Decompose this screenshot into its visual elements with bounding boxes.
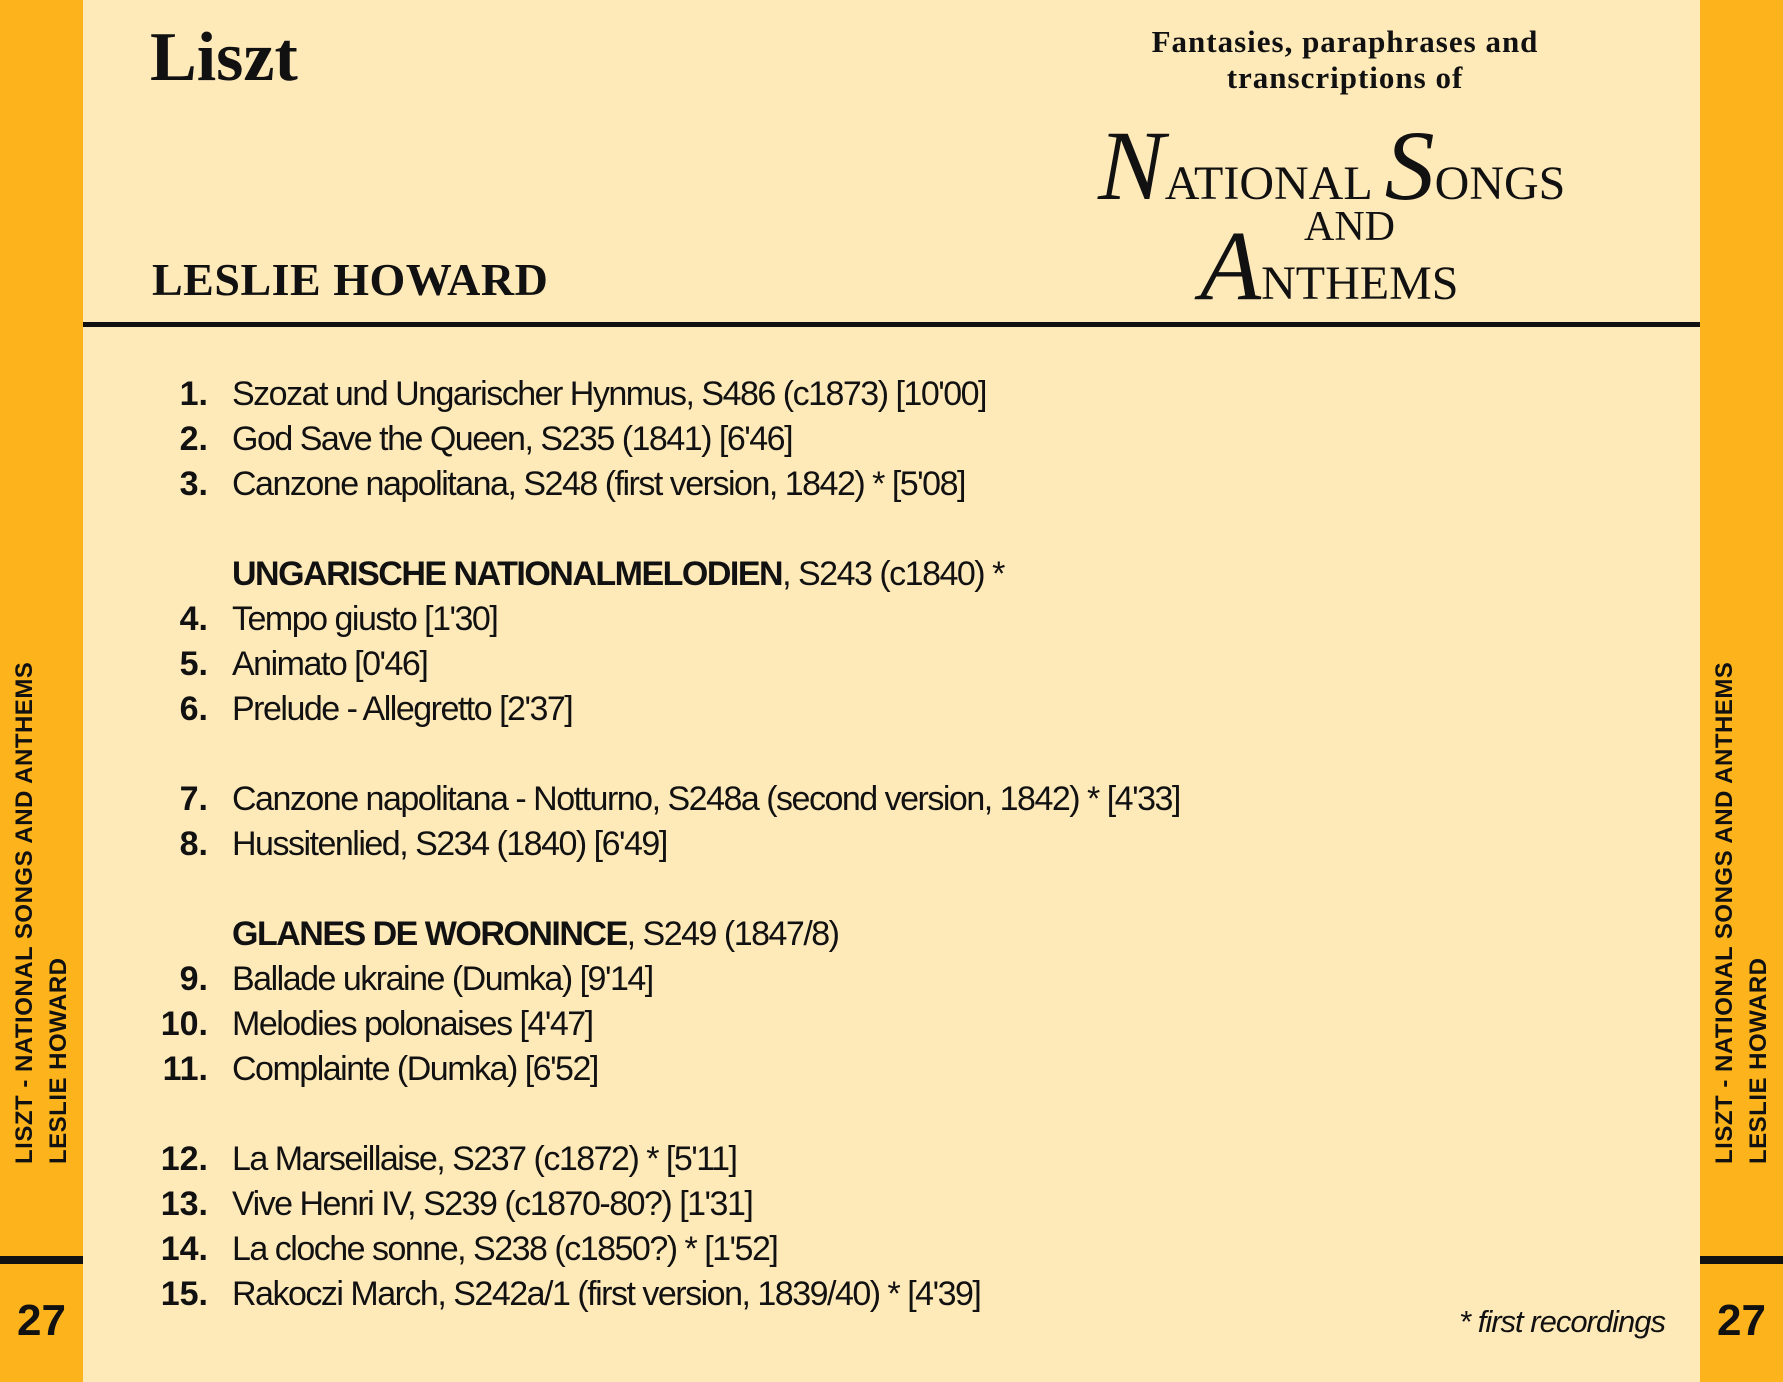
left-spine-text-area xyxy=(0,0,83,1256)
track-group-spacer xyxy=(140,732,1540,777)
track-number: 15. xyxy=(160,1275,208,1313)
track-number: 8. xyxy=(179,825,208,863)
track-row-13 xyxy=(140,1182,1540,1227)
track-group-spacer xyxy=(140,1092,1540,1137)
right-spine-number: 27 xyxy=(1717,1296,1766,1345)
title-word-ongs: ONGS xyxy=(1434,157,1566,210)
track-title: Animato [0'46] xyxy=(232,645,428,683)
title-cap-s: S xyxy=(1384,110,1435,221)
track-title: La Marseillaise, S237 (c1872) * [5'11] xyxy=(232,1140,737,1178)
track-number: 6. xyxy=(179,690,208,728)
track-title: Ballade ukraine (Dumka) [9'14] xyxy=(232,960,653,998)
track-row-10 xyxy=(140,1002,1540,1047)
track-title: Complainte (Dumka) [6'52] xyxy=(232,1050,598,1088)
track-title: Vive Henri IV, S239 (c1870-80?) [1'31] xyxy=(232,1185,753,1223)
title-word-and: AND xyxy=(1304,204,1395,250)
title-cap-n: N xyxy=(1098,110,1165,221)
track-title: God Save the Queen, S235 (1841) [6'46] xyxy=(232,420,793,458)
track-row-5 xyxy=(140,642,1540,687)
track-number: 9. xyxy=(179,960,208,998)
track-title: Melodies polonaises [4'47] xyxy=(232,1005,593,1043)
work-heading-ungarische xyxy=(140,552,1540,597)
track-number: 7. xyxy=(179,780,208,818)
subtitle-line-1: Fantasies, paraphrases and xyxy=(1151,24,1539,59)
left-spine-rule xyxy=(0,1256,83,1264)
track-title: Prelude - Allegretto [2'37] xyxy=(232,690,573,728)
track-title: Canzone napolitana, S248 (first version, 1842) * [5'08] xyxy=(232,465,965,503)
right-spine-rule xyxy=(1700,1256,1783,1264)
composer-name: Liszt xyxy=(150,19,298,96)
track-number: 12. xyxy=(160,1140,208,1178)
track-number: 2. xyxy=(179,420,208,458)
track-group-spacer xyxy=(140,507,1540,552)
work-heading-detail: , S249 (1847/8) xyxy=(626,915,839,953)
track-title: Canzone napolitana - Notturno, S248a (second version, 1842) * [4'33] xyxy=(232,780,1180,818)
title-word-ational: ATIONAL xyxy=(1164,157,1373,210)
track-row-15 xyxy=(140,1272,1540,1317)
title-line-anthems xyxy=(1200,210,1459,332)
track-number: 3. xyxy=(179,465,208,503)
track-title: Szozat und Ungarischer Hynmus, S486 (c1873) [10'00] xyxy=(232,375,986,413)
track-title: Tempo giusto [1'30] xyxy=(232,600,498,638)
left-spine xyxy=(0,0,83,1382)
left-spine-text xyxy=(8,504,76,1164)
title-word-nthems: NTHEMS xyxy=(1261,257,1459,310)
work-heading-title: GLANES DE WORONINCE xyxy=(232,915,627,953)
track-row-9 xyxy=(140,957,1540,1002)
track-number: 13. xyxy=(160,1185,208,1223)
track-row-4 xyxy=(140,597,1540,642)
left-spine-performer: LESLIE HOWARD xyxy=(44,957,72,1164)
track-row-1 xyxy=(140,372,1540,417)
title-cap-a: A xyxy=(1200,210,1262,321)
work-heading-title: UNGARISCHE NATIONALMELODIEN xyxy=(232,555,783,593)
right-spine-text xyxy=(1708,504,1776,1164)
track-row-12 xyxy=(140,1137,1540,1182)
subtitle-line-2: transcriptions of xyxy=(1226,60,1464,95)
right-spine-title: LISZT - NATIONAL SONGS AND ANTHEMS xyxy=(1710,661,1738,1164)
track-title: Hussitenlied, S234 (1840) [6'49] xyxy=(232,825,667,863)
track-number: 5. xyxy=(179,645,208,683)
work-heading-glanes xyxy=(140,912,1540,957)
left-spine-title: LISZT - NATIONAL SONGS AND ANTHEMS xyxy=(10,661,38,1164)
track-number: 11. xyxy=(162,1050,208,1088)
right-spine-performer: LESLIE HOWARD xyxy=(1744,957,1772,1164)
track-group-spacer xyxy=(140,867,1540,912)
track-list xyxy=(140,372,1540,1317)
first-recordings-footnote: * first recordings xyxy=(1459,1304,1665,1339)
header-divider xyxy=(83,322,1700,327)
track-row-6 xyxy=(140,687,1540,732)
track-number: 14. xyxy=(160,1230,208,1268)
track-row-11 xyxy=(140,1047,1540,1092)
track-number: 1. xyxy=(179,375,208,413)
right-spine-text-area xyxy=(1700,0,1783,1256)
album-title xyxy=(1040,110,1650,321)
left-spine-number: 27 xyxy=(17,1296,66,1345)
track-number: 4. xyxy=(179,600,208,638)
track-row-7 xyxy=(140,777,1540,822)
track-title: Rakoczi March, S242a/1 (first version, 1839/40) * [4'39] xyxy=(232,1275,981,1313)
track-row-8 xyxy=(140,822,1540,867)
track-title: La cloche sonne, S238 (c1850?) * [1'52] xyxy=(232,1230,778,1268)
track-number: 10. xyxy=(160,1005,208,1043)
track-row-2 xyxy=(140,417,1540,462)
right-spine xyxy=(1700,0,1783,1382)
track-row-3 xyxy=(140,462,1540,507)
track-row-14 xyxy=(140,1227,1540,1272)
work-heading-detail: , S243 (c1840) * xyxy=(782,555,1004,593)
performer-name: LESLIE HOWARD xyxy=(152,254,549,305)
album-subtitle xyxy=(1040,24,1650,96)
